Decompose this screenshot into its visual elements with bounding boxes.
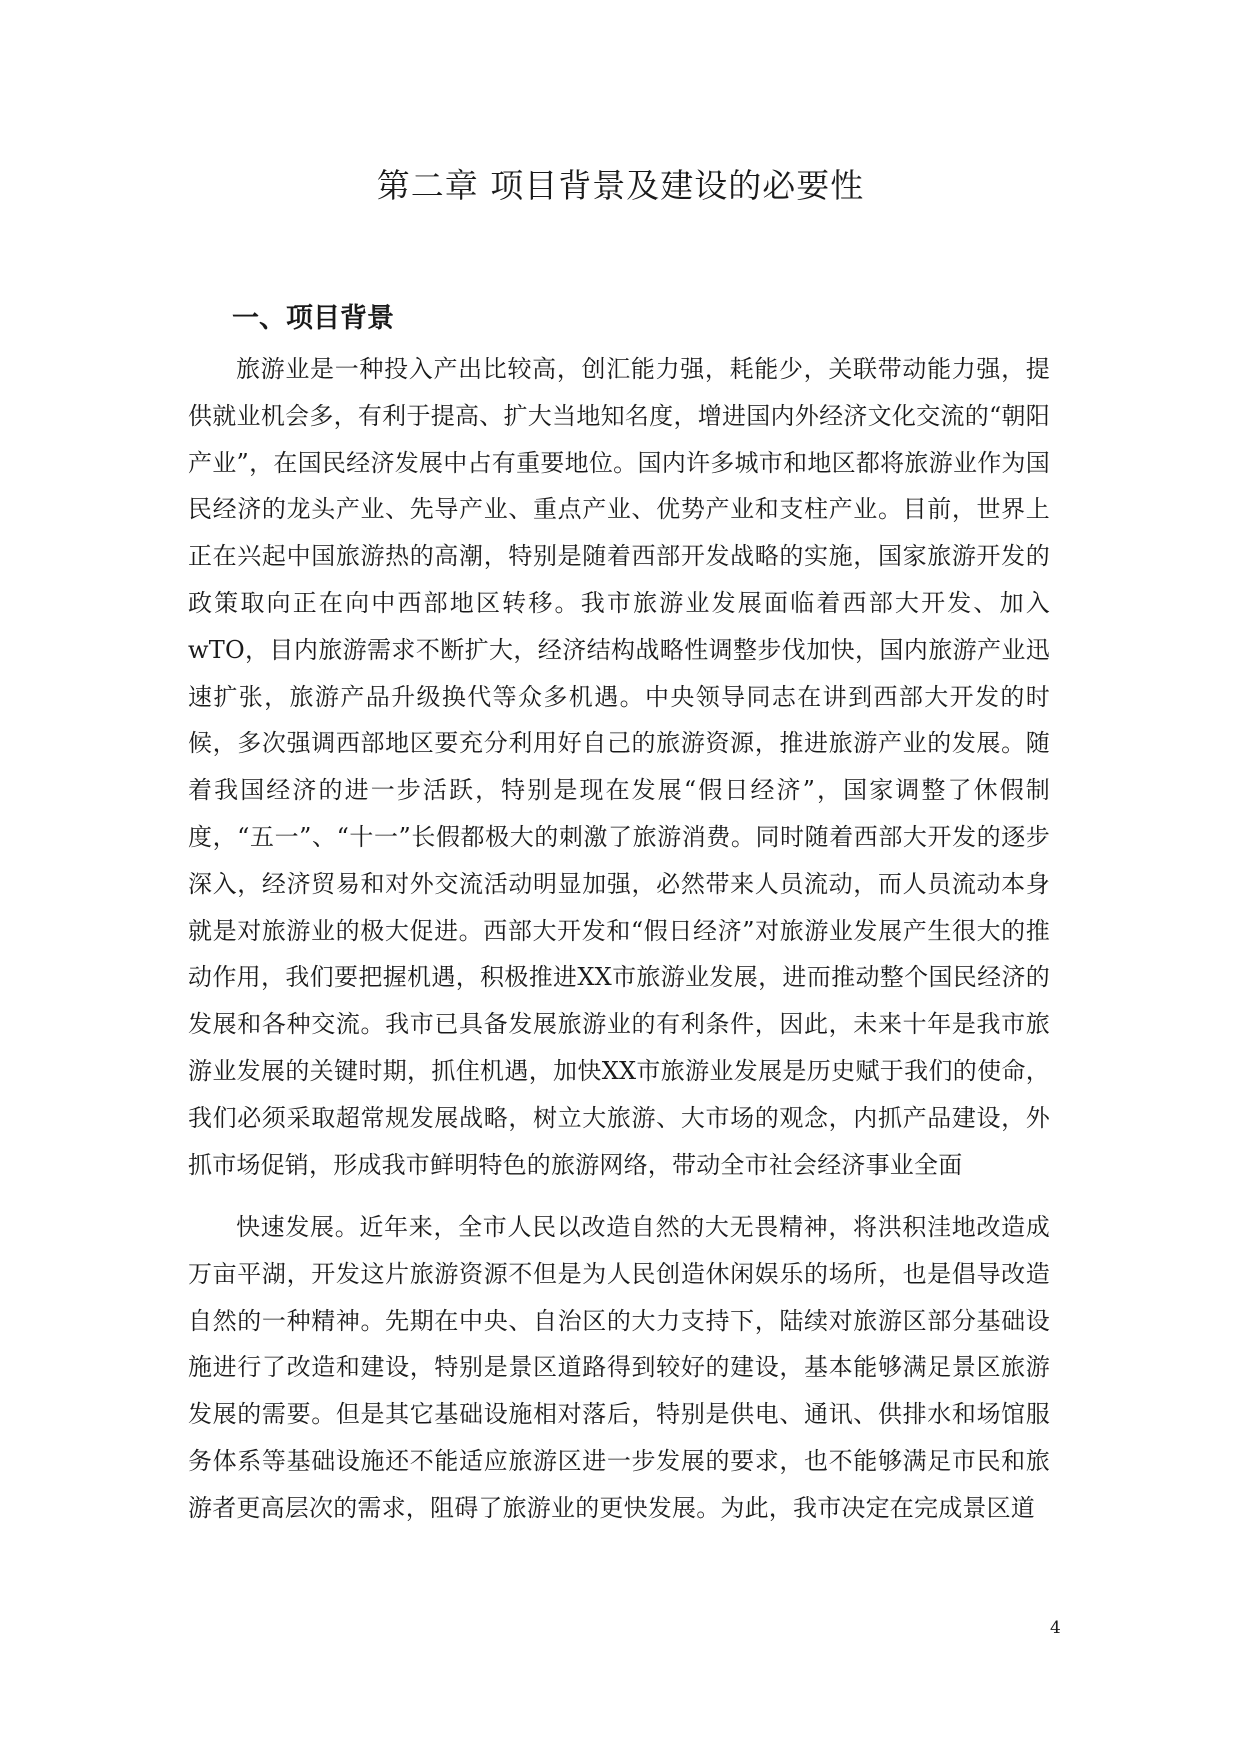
chapter-title: 第二章 项目背景及建设的必要性: [376, 166, 865, 205]
section-heading: 一、项目背景: [232, 303, 394, 334]
body-paragraph: 快速发展。近年来，全市人民以改造自然的大无畏精神，将洪积洼地改造成万亩平湖，开发这片旅游资源不但是为人民创造休闲娱乐的场所，也是倡导改造自然的一种精神。先期在中央、自治区的大力支持下，陆续对旅游区部分基础设施进行了改造和建设，特别是景区道路得到较好的建设，基本能够满足景区旅游发展的需要。但是其它基础设施相对落后，特别是供电、通讯、供排水和场馆服务体系等基础设施还不能适应旅游区进一步发展的要求，也不能够满足市民和旅游者更高层次的需求，阻碍了旅游业的更快发展。为此，我市决定在完成景区道: [188, 1213, 1050, 1522]
body-paragraph: 旅游业是一种投入产出比较高，创汇能力强，耗能少，关联带动能力强，提供就业机会多，有利于提高、扩大当地知名度，增进国内外经济文化交流的“朝阳产业”，在国民经济发展中占有重要地位。国内许多城市和地区都将旅游业作为国民经济的龙头产业、先导产业、重点产业、优势产业和支柱产业。目前，世界上正在兴起中国旅游热的高潮，特别是随着西部开发战略的实施，国家旅游开发的政策取向正在向中西部地区转移。我市旅游业发展面临着西部大开发、加入wTO，目内旅游需求不断扩大，经济结构战略性调整步伐加快，国内旅游产业迅速扩张，旅游产品升级换代等众多机遇。中央领导同志在讲到西部大开发的时候，多次强调西部地区要充分利用好自己的旅游资源，推进旅游产业的发展。随着我国经济的进一步活跃，特别是现在发展“假日经济”，国家调整了休假制度，“五一”、“十一”长假都极大的刺激了旅游消费。同时随着西部大开发的逐步深入，经济贸易和对外交流活动明显加强，必然带来人员流动，而人员流动本身就是对旅游业的极大促进。西部大开发和“假日经济”对旅游业发展产生很大的推动作用，我们要把握机遇，积极推进XX市旅游业发展，进而推动整个国民经济的发展和各种交流。我市已具备发展旅游业的有利条件，因此，未来十年是我市旅游业发展的关键时期，抓住机遇，加快XX市旅游业发展是历史赋于我们的使命，我们必须采取超常规发展战略，树立大旅游、大市场的观念，内抓产品建设，外抓市场促销，形成我市鲜明特色的旅游网络，带动全市社会经济事业全面: [188, 355, 1050, 1179]
page-number: 4: [1050, 1618, 1061, 1638]
